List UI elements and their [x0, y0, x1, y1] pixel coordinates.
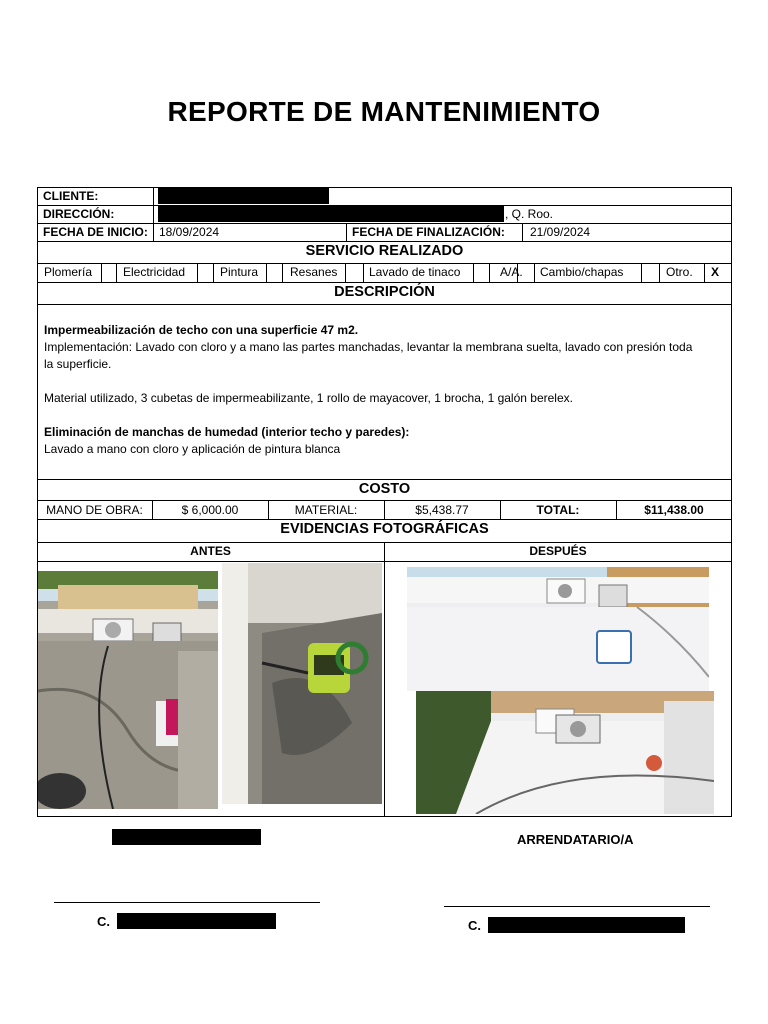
- col-divider: [489, 263, 490, 282]
- antes-label: ANTES: [190, 544, 231, 558]
- fecha-inicio-label: FECHA DE INICIO:: [43, 225, 148, 239]
- row-divider: [37, 519, 732, 520]
- col-divider: [197, 263, 198, 282]
- option-lavado-tinaco: Lavado de tinaco: [369, 265, 461, 279]
- col-divider: [345, 263, 346, 282]
- total-value: $11,438.00: [644, 503, 704, 517]
- option-otro: Otro.: [666, 265, 693, 279]
- descripcion-line-1: Impermeabilización de techo con una superficie 47 m2.: [44, 323, 359, 337]
- descripcion-line-2: Implementación: Lavado con cloro y a mano las partes manchadas, levantar la membrana suelta, lavado con presión toda la superficie.: [44, 340, 693, 371]
- descripcion-line-4: Eliminación de manchas de humedad (interior techo y paredes):: [44, 425, 410, 439]
- col-divider: [522, 223, 523, 241]
- fecha-fin-value: 21/09/2024: [530, 225, 591, 239]
- evidencias-title: EVIDENCIAS FOTOGRÁFICAS: [280, 521, 489, 537]
- fecha-inicio-value: 18/09/2024: [159, 225, 220, 239]
- option-plomeria: Plomería: [44, 265, 93, 279]
- report-title: REPORTE DE MANTENIMIENTO: [167, 96, 601, 127]
- col-divider: [384, 542, 385, 817]
- direccion-suffix: , Q. Roo.: [505, 207, 554, 221]
- descripcion-body: [44, 322, 724, 458]
- col-divider: [282, 263, 283, 282]
- cliente-label: CLIENTE:: [43, 189, 99, 203]
- costo-title: COSTO: [358, 481, 411, 497]
- col-divider: [101, 263, 102, 282]
- row-divider: [37, 282, 732, 283]
- descripcion-line-3: Material utilizado, 3 cubetas de impermeabilizante, 1 rollo de mayacover, 1 brocha, 1 galón berelex.: [44, 391, 573, 405]
- option-electricidad: Electricidad: [123, 265, 186, 279]
- col-divider: [266, 263, 267, 282]
- col-divider: [363, 263, 364, 282]
- redacted-c-left: [117, 913, 276, 929]
- photo-antes-1: [38, 571, 218, 809]
- row-divider: [37, 304, 732, 305]
- despues-label: DESPUÉS: [529, 544, 587, 558]
- photo-despues-1: [407, 567, 709, 691]
- col-divider: [641, 263, 642, 282]
- col-divider: [346, 223, 347, 241]
- row-divider: [37, 479, 732, 480]
- descripcion-line-5: Lavado a mano con cloro y aplicación de pintura blanca: [44, 442, 341, 456]
- mano-obra-value: $ 6,000.00: [181, 503, 239, 517]
- fecha-fin-label: FECHA DE FINALIZACIÓN:: [352, 225, 505, 239]
- arrendatario-label: ARRENDATARIO/A: [517, 832, 634, 847]
- signature-line-left: [54, 902, 320, 903]
- option-cambio-chapas: Cambio/chapas: [540, 265, 624, 279]
- material-value: $5,438.77: [415, 503, 469, 517]
- material-label: MATERIAL:: [294, 503, 358, 517]
- redacted-direccion: [158, 206, 504, 222]
- option-resanes: Resanes: [290, 265, 338, 279]
- c-right-label: C.: [468, 918, 481, 933]
- direccion-label: DIRECCIÓN:: [43, 207, 115, 221]
- mano-obra-label: MANO DE OBRA:: [46, 503, 143, 517]
- col-divider: [659, 263, 660, 282]
- col-divider: [473, 263, 474, 282]
- col-divider: [213, 263, 214, 282]
- servicio-title: SERVICIO REALIZADO: [305, 243, 464, 259]
- photo-antes-2: [222, 563, 382, 804]
- col-divider: [534, 263, 535, 282]
- total-label: TOTAL:: [536, 503, 580, 517]
- descripcion-title: DESCRIPCIÓN: [334, 284, 435, 300]
- row-divider: [37, 241, 732, 242]
- redacted-cliente: [158, 188, 329, 204]
- redacted-c-right: [488, 917, 685, 933]
- photo-despues-2: [416, 691, 714, 814]
- redacted-signer-name: [112, 829, 261, 845]
- option-otro-mark: X: [710, 265, 719, 279]
- option-aa: A/A.: [500, 265, 523, 279]
- col-divider: [116, 263, 117, 282]
- option-pintura: Pintura: [220, 265, 259, 279]
- col-divider: [153, 187, 154, 241]
- signature-line-right: [444, 906, 710, 907]
- c-left-label: C.: [97, 914, 110, 929]
